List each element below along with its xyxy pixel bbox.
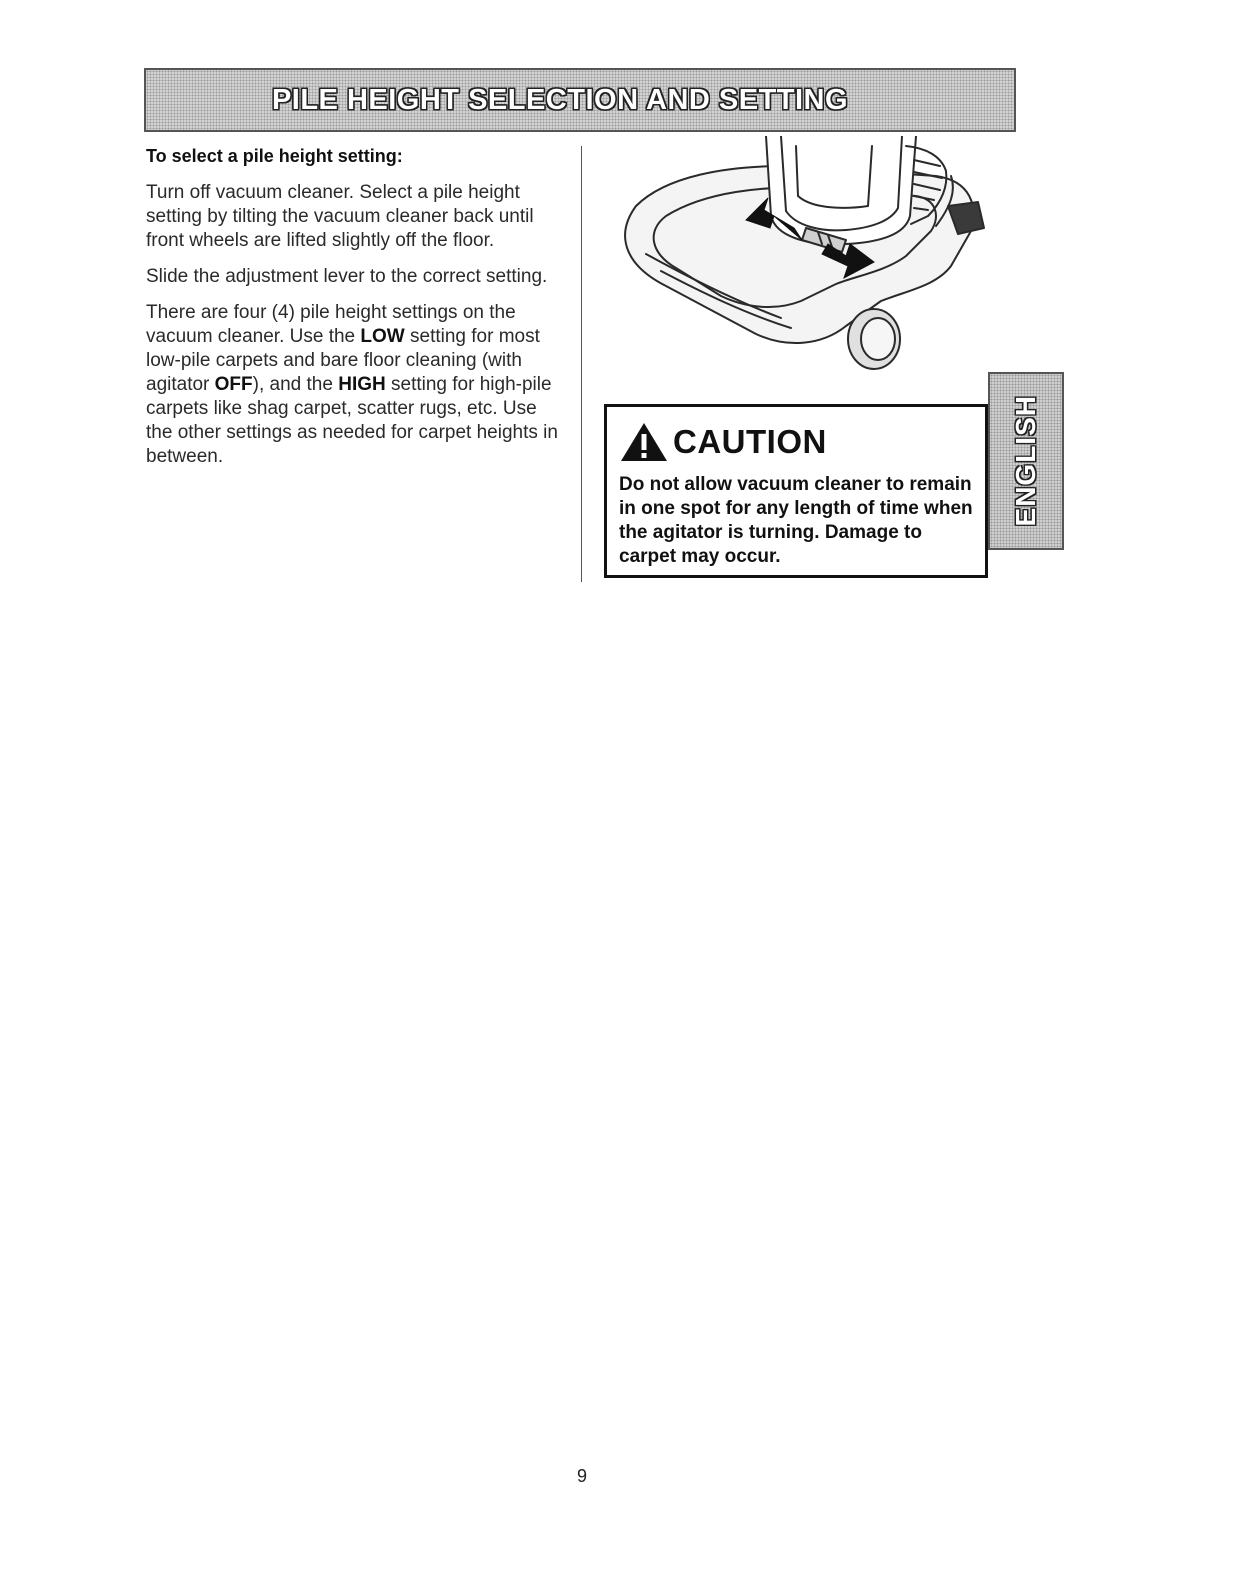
para3-part1: There are four (4) pile height settings on the vacuum cleaner. Use the	[146, 302, 516, 347]
para3-part2: setting for most low-pile carpets and bare floor cleaning (with agitator	[146, 326, 540, 395]
para3-part3: ), and the	[252, 374, 339, 395]
caution-box	[604, 404, 988, 578]
caution-heading	[619, 421, 973, 463]
instructions-subheading: To select a pile height setting:	[146, 146, 403, 166]
warning-triangle-icon	[619, 421, 669, 463]
instruction-paragraph-2: Slide the adjustment lever to the correct setting.	[146, 266, 548, 287]
agitator-off-term: OFF	[214, 374, 253, 395]
column-divider	[581, 146, 582, 582]
section-title: PILE HEIGHT SELECTION AND SETTING	[271, 83, 849, 116]
low-setting-term: LOW	[360, 326, 405, 347]
vacuum-nozzle-illustration	[606, 136, 1006, 386]
page-number: 9	[576, 1466, 587, 1486]
language-label: ENGLISH	[1010, 395, 1041, 527]
section-header-banner	[144, 68, 1016, 132]
language-tab	[988, 372, 1064, 550]
caution-message: Do not allow vacuum cleaner to remain in one spot for any length of time when the agitator is turning. Damage to carpet may occur.	[619, 474, 973, 567]
caution-title: CAUTION	[673, 423, 827, 460]
instruction-paragraph-3	[146, 301, 566, 469]
instructions-column	[146, 146, 566, 481]
high-setting-term: HIGH	[338, 374, 386, 395]
instruction-paragraph-1: Turn off vacuum cleaner. Select a pile height setting by tilting the vacuum cleaner back until front wheels are lifted slightly off the floor.	[146, 182, 534, 251]
para3-part4: setting for high-pile carpets like shag carpet, scatter rugs, etc. Use the other settings as needed for carpet heights in between.	[146, 374, 558, 467]
